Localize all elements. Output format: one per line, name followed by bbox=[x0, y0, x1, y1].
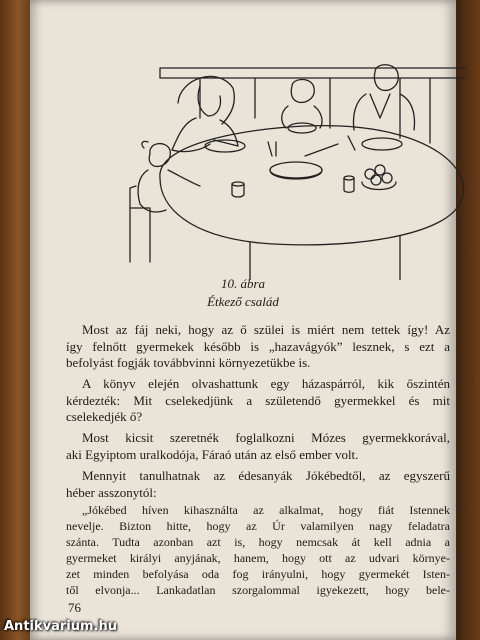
paragraph-3 bbox=[66, 430, 450, 463]
text-line: kérdezték: Mit cselekedjünk a születendő gyermekkel és mit bbox=[66, 392, 450, 408]
paragraph-1 bbox=[66, 322, 450, 372]
text-line: gyermeket királyi anyjának, hanem, hogy ott az udvari környe- bbox=[66, 551, 450, 565]
text-line: től elvonja... Lankadatlan szorgalommal igyekezett, hogy bele- bbox=[66, 583, 450, 597]
watermark-text: Antikvarium.hu bbox=[4, 619, 117, 634]
text-line: A könyv elején olvashattunk egy házaspárról, kik őszintén bbox=[82, 376, 450, 391]
text-line: „Jókébed híven kihasználta az alkalmat, hogy fiát Istennek bbox=[82, 503, 450, 517]
text-line: aki Egyiptom uralkodója, Fáraó után az első ember volt. bbox=[66, 446, 359, 462]
text-line: cselekedjék ő? bbox=[66, 409, 143, 424]
quote-paragraph bbox=[66, 502, 450, 598]
text-line: nevelje. Bizton hitte, hogy az Úr valamilyen nagy feladatra bbox=[66, 519, 450, 533]
family-dining-illustration bbox=[100, 58, 470, 280]
text-line: Most kicsit szeretnék foglalkozni Mózes gyermekkorával, bbox=[82, 430, 450, 445]
text-line: így felnőtt gyermekek később is „hazavágyók” lesznek, s ezt a bbox=[66, 338, 450, 354]
figure-number: 10. ábra bbox=[220, 276, 266, 291]
text-line: zet minden befolyása oda fog irányulni, hogy gyermekét Isten- bbox=[66, 567, 450, 581]
desk-background-left bbox=[0, 0, 30, 640]
text-line: befolyást fogják továbbvinni környezetükbe is. bbox=[66, 355, 311, 370]
text-line: szánta. Tudta azonban azt is, hogy nemcsak át kell adnia a bbox=[66, 535, 450, 549]
page-number: 76 bbox=[68, 600, 81, 615]
text-line: Mennyit tanulhatnak az édesanyák Jókébedtől, az egyszerű bbox=[82, 468, 450, 483]
text-line: héber asszonytól: bbox=[66, 484, 157, 500]
paragraph-2 bbox=[66, 376, 450, 426]
paragraph-4 bbox=[66, 468, 450, 501]
figure-title: Étkező család bbox=[207, 294, 279, 309]
text-line: Most az fáj neki, hogy az ő szülei is miért nem tettek így! Az bbox=[82, 322, 450, 337]
